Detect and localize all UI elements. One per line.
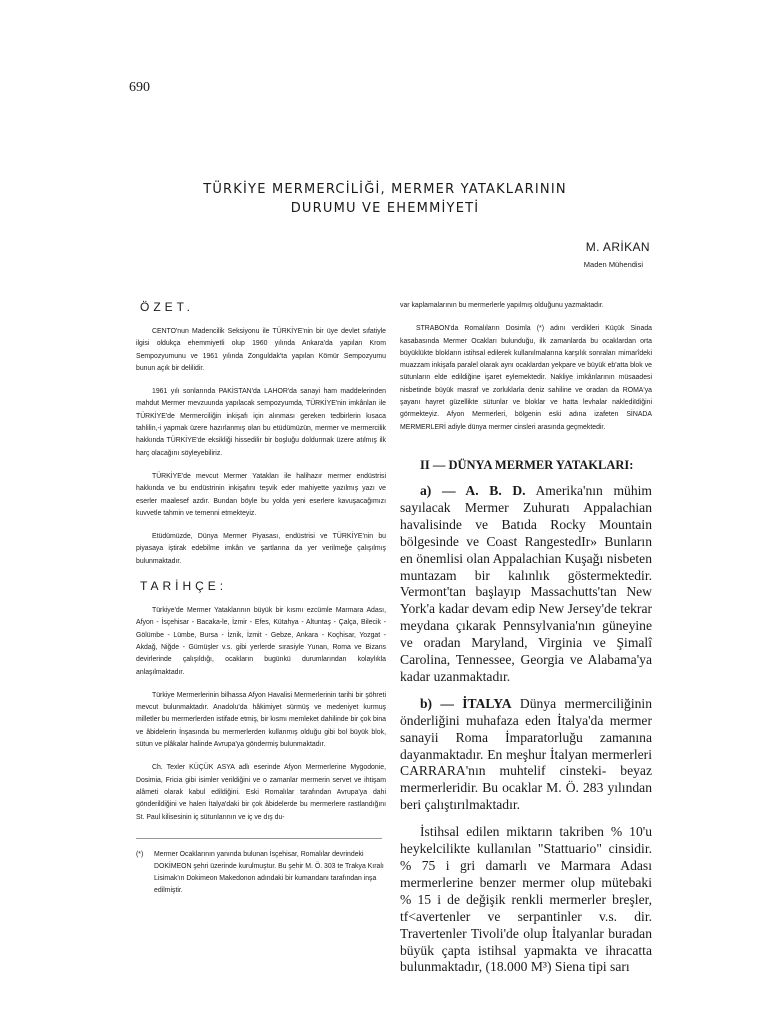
footnote-divider	[136, 838, 382, 839]
abd-paragraph	[400, 483, 652, 686]
title-line-1: TÜRKİYE MERMERCİLİĞİ, MERMER YATAKLARININ	[203, 182, 567, 197]
italya-label: b) — İTALYA	[420, 695, 512, 711]
italya-paragraph-2: İstihsal edilen miktarın takriben % 10'u heykelcilikte kullanılan "Stattuario" cinsidir. % 75 i gri damarlı ve Marmara Adası mermerlerine benzer mermer olup mütebaki % 15 i de değişik renkli mermerler breşler, tf<avertenler ve serpantinler v.s. dir. Travertenler Tivoli'de olup İtalyanlar buradan büyük çapta istihsal yapmakta ve ihracatta bulunmaktadır, (18.000 M³) Siena tipi sarı	[400, 824, 652, 975]
italya-paragraph	[400, 696, 652, 814]
page-number: 690	[129, 80, 150, 95]
italya-text: Dünya mermerciliğinin önderliğini muhafaza eden İtalya'da mermer sanayii Roma İmparatorluğu zamanına dayanmaktadır. En meşhur İtalyan mermerleri CARRARA'nın muhtelif cinsteki- beyaz mermerleridir. Bu ocaklar M. Ö. 283 yılından beri çalıştırılmaktadır.	[400, 695, 652, 813]
ozet-heading: ÖZET.	[140, 300, 195, 314]
ozet-paragraph-2: 1961 yılı sonlarında PAKİSTAN'da LAHOR'da sanayi ham maddelerinden mahdut Mermer mevzuunda yapılacak sempozyumda, TÜRKİYE'nin imkânları ile TÜRKİYE'de Mermerciliğin inkişafı için alınması gereken tedbirlerin kısaca tahlilin,-i yapmak üzere hazırlanmış olan bu etüdümüzün, mermer ve mermercilik hakkında TÜRKİYE'de eksikliği hissedilir bir boşluğu doldurmak üzere atılmış ilk harç olacağını söyleyebiliriz.	[136, 388, 386, 457]
tarihce-paragraph-3: Ch. Texler KÜÇÜK ASYA adlı eserinde Afyon Mermerlerine Mygodonie, Dosimia, Fricia gibi isimler verildiğini ve o zamanlar mermerin servet ve ihtişam alâmeti olarak kabul edildiğini. Eski Romalılar tarafından Avrupa'ya dahi gönderildiğini ve halen İtalya'daki bir çok âbidelerde bu mermerlere rastlandığını St. Paul kilisesinin iç sütunlarının ve iç ve dış du-	[136, 764, 386, 821]
footnote-mark: (*)	[136, 850, 144, 858]
ozet-paragraph-1: CENTO'nun Madencilik Seksiyonu ile TÜRKİYE'nin bir üye devlet sıfatiyle ilgisi oldukça ehemmiyetli olup 1960 yılında Ankara'da yapılan Krom Sempozyumunu ve 1961 yılında Zonguldak'ta yapılan Kömür Sempozyumu bunun açık bir delilidir.	[136, 328, 386, 372]
title-line-2: DURUMU VE EHEMMİYETİ	[290, 201, 480, 216]
tarihce-paragraph-2: Türkiye Mermerlerinin bilhassa Afyon Havalisi Mermerlerinin tarihi bir şöhreti mevcut bulunmaktadır. Anadolu'da hâkimiyet sürmüş ve medeniyet kurmuş milletler bu mermerlerden istifade etmiş, bir kısmı memleket dahilinde bir çok bina ve âbidelerin İnşasında bu mermerlerden kullanmış olduğu gibi bol büyük blok, sütun ve plâkalar halinde Avrupa'ya göndermiş bulunmaktadır.	[136, 691, 386, 749]
ozet-paragraph-4: Etüdümüzde, Dünya Mermer Piyasası, endüstrisi ve TÜRKİYE'nin bu piyasaya iştirak edebilme imkân ve şartlarına da yer verilmeğe çalışılmış bulunmaktadır.	[136, 533, 386, 565]
ozet-paragraph-3: TÜRKİYE'de mevcut Mermer Yatakları ile halihazır mermer endüstrisi hakkında ve bu endüstrinin inkişafını teşvik eder mahiyette yazılmış yazı ve eserler maalesef azdır. Bundan böyle bu yolda yeni eserlere kavuşacağımızı kuvvetle tahmin ve temenni etmekteyiz.	[136, 472, 386, 517]
right-paragraph-2: STRABON'da Romalıların Dosimla (*) adını verdikleri Küçük Sinada kasabasında Mermer Ocakları bulunduğu, ilk zamanlarda bu ocaklardan orta büyüklükte blokların istihsal edilerek kullanılmalarına karşılık sonraları mimarîdeki muazzam inkişafa paralel olarak aynı ocaklardan yekpare ve büyük eb'atta blok ve sütunların elde edildiğine işaret eylemektedir. Nakliye imkânlarının müsaadesi nisbetinde büyük masraf ve zorluklarla deniz sahiline ve oradan da ROMA'ya şayanı hayret güzellikte sütunlar ve bloklar ve hatta levhalar naklediIdiğini görmekteyiz. Afyon Mermerleri, bölgenin eski adına izafeten SİNADA MERMERLERİ adiyle dünya mermer cinsleri arasında geçmektedir.	[400, 325, 652, 431]
tarihce-paragraph-1: Türkiye'de Mermer Yataklarının büyük bir kısmı ezcümle Marmara Adası, Afyon - İsçehisar - Bacaka-le, İzmir - Efes, Kütahya - Altuntaş - Çalça, Bilecik - Gölümbe - Lümbe, Bursa - İznik, İzmit - Gebze, Ankara - Koçhisar, Yozgat - Akdağ, Niğde - Gümüşler v.s. gibi yerlerde sırasiyle Yunan, Roma ve Bizans devirlerinde çalışıldığı, ocakların bugünkü durumlarından kolaylıkla anlaşılmaktadır.	[136, 607, 386, 676]
abd-label: a) — A. B. D.	[420, 482, 526, 498]
footnote	[136, 849, 386, 897]
right-paragraph-1: var kaplamalarının bu mermerlerle yapılmış olduğunu yazmaktadır.	[400, 302, 604, 309]
paper-title	[150, 180, 620, 218]
tarihce-heading: TARİHÇE:	[140, 579, 228, 594]
left-column	[136, 300, 386, 897]
right-column	[400, 300, 652, 986]
section-2-heading: II — DÜNYA MERMER YATAKLARI:	[420, 457, 634, 472]
footnote-text: Mermer Ocaklarının yanında bulunan İsçehisar, Romalılar devrindeki DOKİMEON şehri üzerinde kurulmuştur. Bu şehir M. Ö. 303 te Trakya Kıralı Lisimak'ın Dokimeon Makedonon adındaki bir kumandanı tarafından inşa edilmiştir.	[154, 850, 384, 894]
author-title: Maden Mühendisi	[583, 260, 643, 269]
abd-text: Amerika'nın mühim sayılacak Mermer Zuhuratı Appalachian havalisinde ve Batıda Rocky Mountain bölgesinde ve Coast RangestedIr» Bunların en önemlisi olan Appalachian Kuşağı nisbeten muntazam bir kalınlık göstermektedir. Vermont'tan başlayıp Massachutts'tan New York'a kadar devam edip New Jersey'de tekrar meydana çıkarak Pennsylvania'nın güneyine ve oradan Maryland, Virginia ve Şimalî Carolina, Tennessee, Georgia ve Alabama'ya kadar uzanmaktadır.	[400, 482, 652, 684]
author-name: M. ARİKAN	[585, 240, 650, 254]
